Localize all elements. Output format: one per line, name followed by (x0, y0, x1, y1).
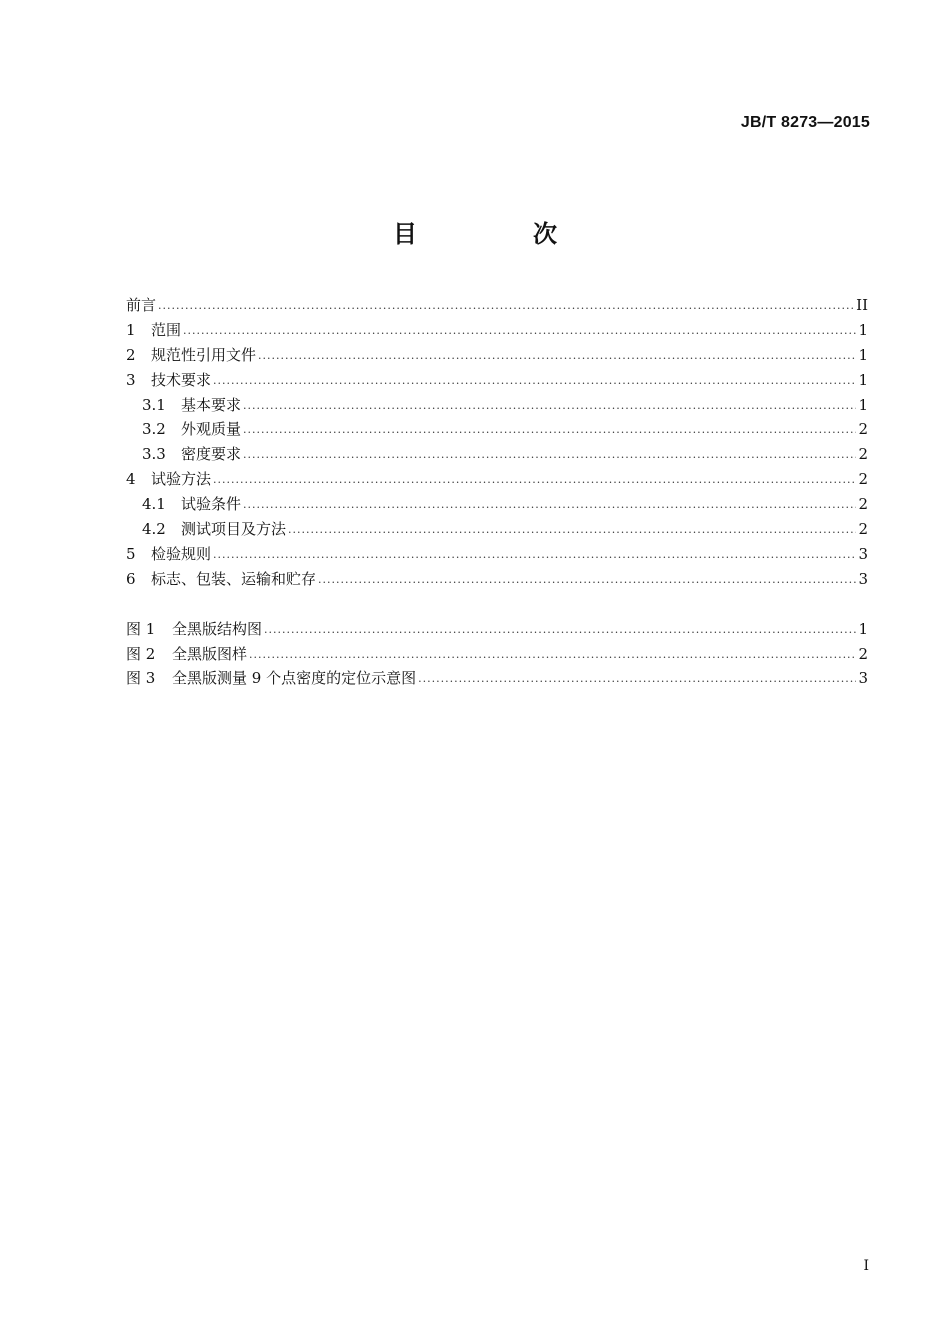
toc-entry-page: 2 (858, 495, 868, 514)
toc-entry-text: 试验条件 (181, 495, 242, 514)
dot-leader (249, 643, 856, 668)
toc-entry-text: 检验规则 (151, 544, 212, 563)
toc-entry-text: 范围 (151, 320, 182, 339)
standard-code: JB/T 8273—2015 (740, 114, 870, 131)
toc-figure-page: 3 (858, 669, 868, 688)
dot-leader (213, 468, 856, 493)
toc-entry-foreword[interactable] (126, 293, 868, 318)
toc-entry-text: 试验方法 (151, 470, 212, 489)
toc-figure-2[interactable] (126, 642, 868, 667)
toc-entry-text: 前言 (126, 296, 157, 314)
toc-figure-text: 全黑版结构图 (172, 619, 263, 638)
toc-figure-1[interactable] (126, 617, 868, 642)
toc-entry-text: 外观质量 (181, 420, 242, 439)
toc-entry-page: 2 (858, 520, 868, 539)
toc-figure-page: 2 (858, 644, 868, 663)
toc-figure-number: 图 3 (126, 669, 156, 688)
toc-entry-4-1[interactable] (126, 492, 868, 517)
section-gap (126, 592, 868, 617)
toc-entry-number: 1 (126, 320, 136, 339)
dot-leader (243, 443, 856, 468)
dot-leader (264, 618, 856, 643)
toc-entry-4[interactable] (126, 467, 868, 492)
toc-entry-page: 2 (858, 445, 868, 464)
toc-entry-text: 测试项目及方法 (181, 520, 287, 539)
toc-entry-number: 2 (126, 345, 136, 364)
toc-entry-3-2[interactable] (126, 417, 868, 442)
toc-entry-text: 基本要求 (181, 395, 242, 414)
toc-figure-3[interactable] (126, 666, 868, 691)
toc-entry-text: 技术要求 (151, 370, 212, 389)
dot-leader (243, 493, 856, 518)
dot-leader (213, 543, 856, 568)
toc-entry-page: 1 (858, 345, 868, 364)
toc-entry-page: 3 (858, 569, 868, 588)
dot-leader (213, 369, 856, 394)
toc-entry-3[interactable] (126, 368, 868, 393)
dot-leader (418, 667, 856, 692)
toc-entry-2[interactable] (126, 343, 868, 368)
toc-entry-1[interactable] (126, 318, 868, 343)
toc-entry-page: 2 (858, 420, 868, 439)
toc-entry-text: 规范性引用文件 (151, 345, 257, 364)
toc-entry-number: 4.1 (142, 495, 166, 514)
toc-entry-text: 密度要求 (181, 445, 242, 464)
toc-entry-number: 3.2 (142, 420, 166, 439)
toc-figure-number: 图 1 (126, 619, 156, 638)
toc-entry-page: 3 (858, 544, 868, 563)
toc-entry-3-1[interactable] (126, 393, 868, 418)
toc-entry-page: 1 (858, 370, 868, 389)
table-of-contents (126, 293, 868, 691)
toc-figure-text: 全黑版图样 (172, 644, 248, 663)
toc-entry-number: 4 (126, 470, 136, 489)
toc-entry-page: II (856, 296, 868, 314)
toc-entry-page: 1 (858, 395, 868, 414)
toc-entry-number: 6 (126, 569, 136, 588)
dot-leader (288, 518, 856, 543)
toc-entry-number: 3.3 (142, 445, 166, 464)
dot-leader (183, 319, 856, 344)
toc-entry-page: 1 (858, 320, 868, 339)
toc-figure-number: 图 2 (126, 644, 156, 663)
dot-leader (258, 344, 856, 369)
toc-entry-3-3[interactable] (126, 442, 868, 467)
toc-entry-4-2[interactable] (126, 517, 868, 542)
toc-figure-page: 1 (858, 619, 868, 638)
toc-entry-number: 3 (126, 370, 136, 389)
dot-leader (318, 568, 856, 593)
toc-figure-text: 全黑版测量 9 个点密度的定位示意图 (172, 669, 417, 688)
toc-title: 目 次 (393, 220, 603, 248)
toc-entry-number: 3.1 (142, 395, 166, 414)
dot-leader (243, 394, 856, 419)
page-number: I (863, 1258, 869, 1274)
dot-leader (243, 418, 856, 443)
toc-entry-text: 标志、包装、运输和贮存 (151, 569, 317, 588)
dot-leader (158, 294, 854, 319)
toc-entry-page: 2 (858, 470, 868, 489)
toc-entry-number: 5 (126, 544, 136, 563)
toc-entry-5[interactable] (126, 542, 868, 567)
toc-entry-number: 4.2 (142, 520, 166, 539)
toc-entry-6[interactable] (126, 567, 868, 592)
